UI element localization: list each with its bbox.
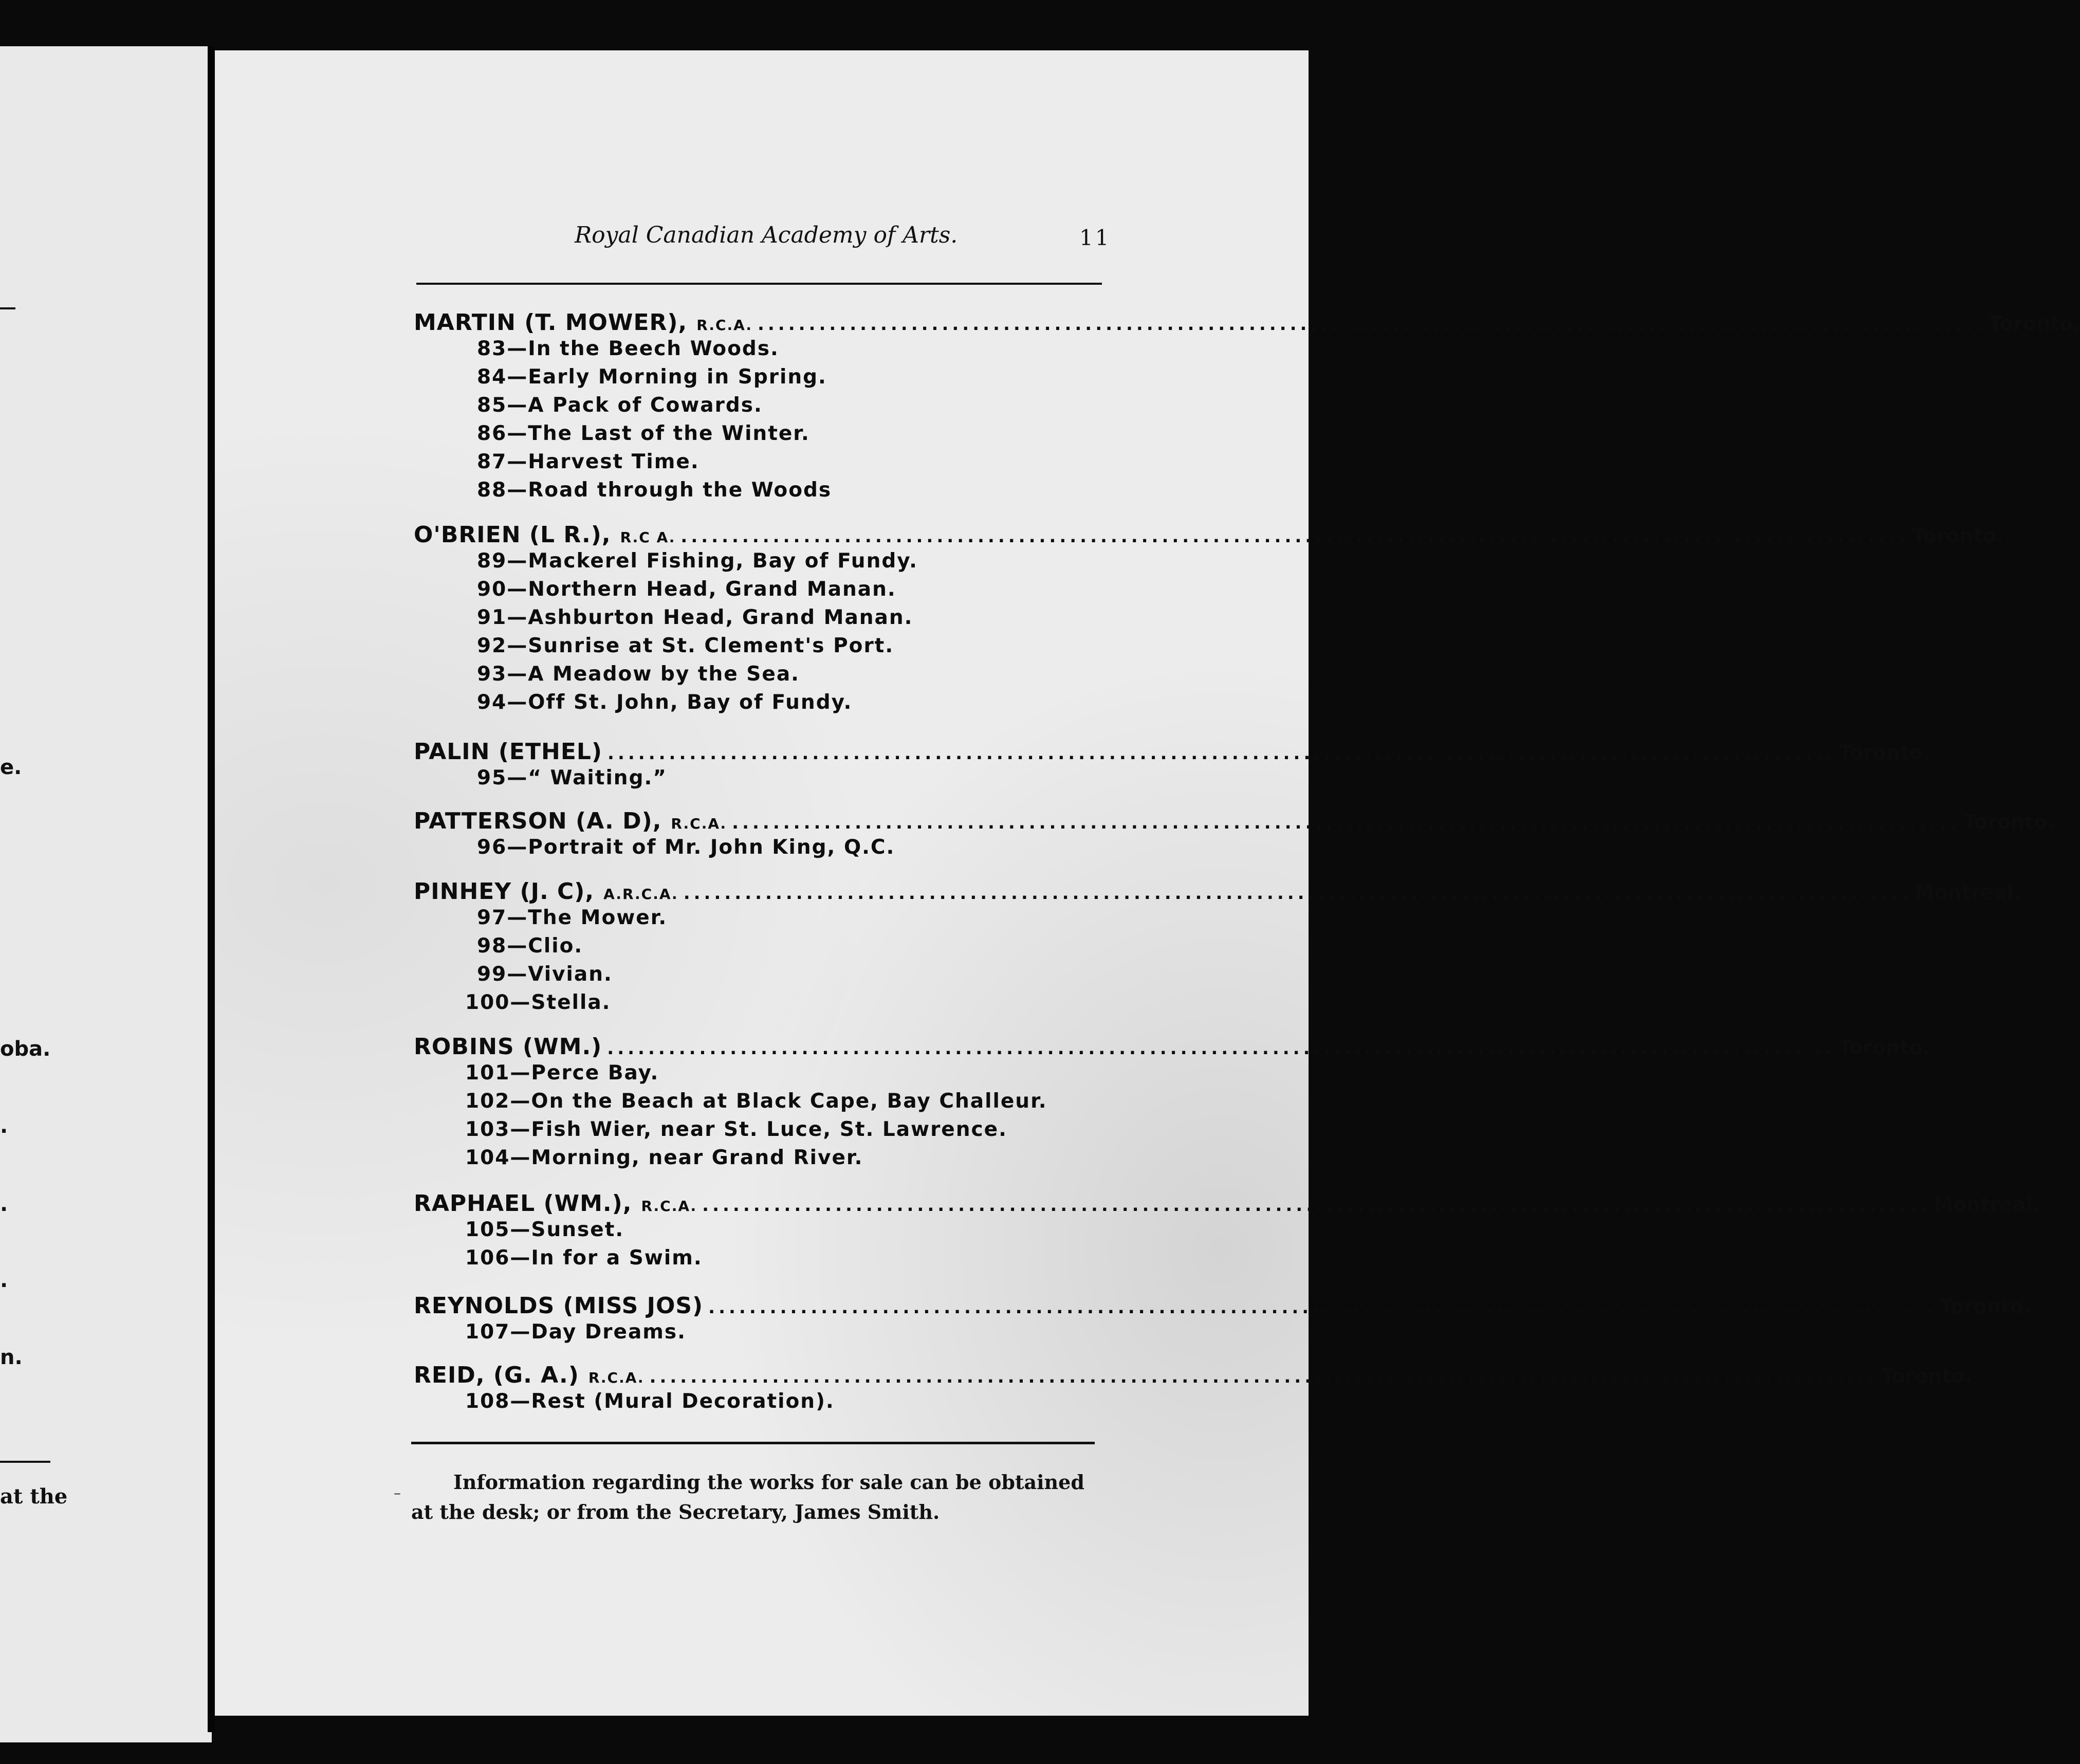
artist-rank: R.C.A. [588,1369,645,1386]
artwork-entry: 86—The Last of the Winter. [477,422,810,445]
artist-heading [414,1034,1930,1062]
dot-leader: ........................................................................................................................ [683,883,1912,904]
header-rule [416,283,1102,285]
page-number: 11 [1079,225,1111,250]
footer-rule [411,1442,1095,1444]
artwork-entry: 88—Road through the Woods [477,479,832,502]
artist-city: Toronto. [1838,1036,1930,1059]
artist-city: Montreal. [1915,881,2021,904]
artwork-entry: 84—Early Morning in Spring. [477,365,827,389]
book-spine [208,46,215,1732]
artwork-entry: 92—Sunrise at St. Clement's Port. [477,634,894,657]
artist-city: Toronto. [1912,524,2003,547]
artwork-entry: 83—In the Beech Woods. [477,337,779,360]
artwork-entry: 91—Ashburton Head, Grand Manan. [477,606,913,629]
artist-city: Toronto. [1940,1295,2031,1318]
artist-name: PALIN (ETHEL) [414,739,603,765]
artist-city: Toronto. [1838,741,1930,764]
artist-city: Montreal. [1934,1193,2040,1216]
left-facing-page [0,46,212,1742]
left-fragment: . [0,1192,8,1216]
artist-heading [414,1190,2040,1219]
left-fragment: e. [0,756,22,779]
artwork-entry: 101—Perce Bay. [465,1061,659,1085]
artwork-entry: 87—Harvest Time. [477,450,700,473]
artwork-entry: 102—On the Beach at Black Cape, Bay Challeur. [465,1090,1047,1113]
artwork-entry: 108—Rest (Mural Decoration). [465,1390,835,1413]
artwork-entry: 94—Off St. John, Bay of Fundy. [477,691,853,714]
artist-heading [414,1362,1973,1391]
artwork-entry: 89—Mackerel Fishing, Bay of Fundy. [477,549,918,573]
left-fragment: oba. [0,1037,51,1061]
sales-footnote: Information regarding the works for sale can be obtained at the desk; or from the Secretary, James Smith. [411,1471,1084,1523]
artist-heading [414,878,2021,907]
artist-name: O'BRIEN (L R.), [414,522,611,548]
dot-leader: ........................................................................................................................ [608,743,1836,764]
artwork-entry: 93—A Meadow by the Sea. [477,663,800,686]
artist-heading [414,309,2080,338]
artist-rank: R.C A. [620,529,676,546]
running-header-title: Royal Canadian Academy of Arts. [575,222,958,248]
artist-heading [414,808,2055,837]
artist-rank: R.C.A. [696,317,752,334]
artwork-entry: 98—Clio. [477,934,583,958]
artist-city: Toronto. [1989,312,2080,335]
artist-name: PATTERSON (A. D), [414,808,662,834]
left-fragment: . [0,1269,8,1292]
artist-city: Toronto. [1963,811,2055,833]
artwork-entry: 104—Morning, near Grand River. [465,1146,863,1169]
artwork-entry: 85—A Pack of Cowards. [477,394,763,417]
dot-leader: ........................................................................................................................ [708,1297,1937,1318]
dot-leader: ........................................................................................................................ [680,526,1909,547]
dot-leader: ........................................................................................................................ [649,1367,1878,1387]
left-rule [0,1461,50,1463]
artist-name: RAPHAEL (WM.), [414,1190,632,1217]
artwork-entry: 100—Stella. [465,991,611,1014]
artist-rank: R.C.A. [641,1198,697,1215]
artist-name: ROBINS (WM.) [414,1034,602,1060]
dot-leader: ........................................................................................................................ [757,314,1986,335]
left-top-rule [0,307,15,309]
left-fragment: n. [0,1346,23,1369]
artwork-entry: 107—Day Dreams. [465,1320,686,1344]
dot-leader: ........................................................................................................................ [607,1038,1836,1059]
left-fragment: at the [0,1484,68,1509]
dot-leader: ........................................................................................................................ [732,813,1961,833]
margin-mark: – [394,1484,401,1501]
artist-heading [414,522,2003,550]
artwork-entry: 96—Portrait of Mr. John King, Q.C. [477,836,895,859]
artwork-entry: 99—Vivian. [477,963,613,986]
artist-rank: R.C.A. [671,815,727,832]
artwork-entry: 103—Fish Wier, near St. Luce, St. Lawrence. [465,1118,1007,1141]
artist-name: MARTIN (T. MOWER), [414,309,688,336]
artwork-entry: 105—Sunset. [465,1218,624,1241]
artwork-entry: 97—The Mower. [477,906,668,929]
artist-name: REYNOLDS (MISS JOS) [414,1293,704,1319]
artist-heading [414,1293,2031,1321]
artist-name: REID, (G. A.) [414,1362,579,1388]
artist-heading [414,739,1930,767]
dot-leader: ........................................................................................................................ [702,1195,1931,1216]
artist-name: PINHEY (J. C), [414,878,595,905]
artist-city: Toronto. [1881,1365,1973,1387]
left-fragment: . [0,1114,8,1138]
artwork-entry: 106—In for a Swim. [465,1246,703,1270]
artwork-entry: 95—“ Waiting.” [477,766,667,789]
artist-rank: A.R.C.A. [603,886,678,903]
artwork-entry: 90—Northern Head, Grand Manan. [477,578,896,601]
